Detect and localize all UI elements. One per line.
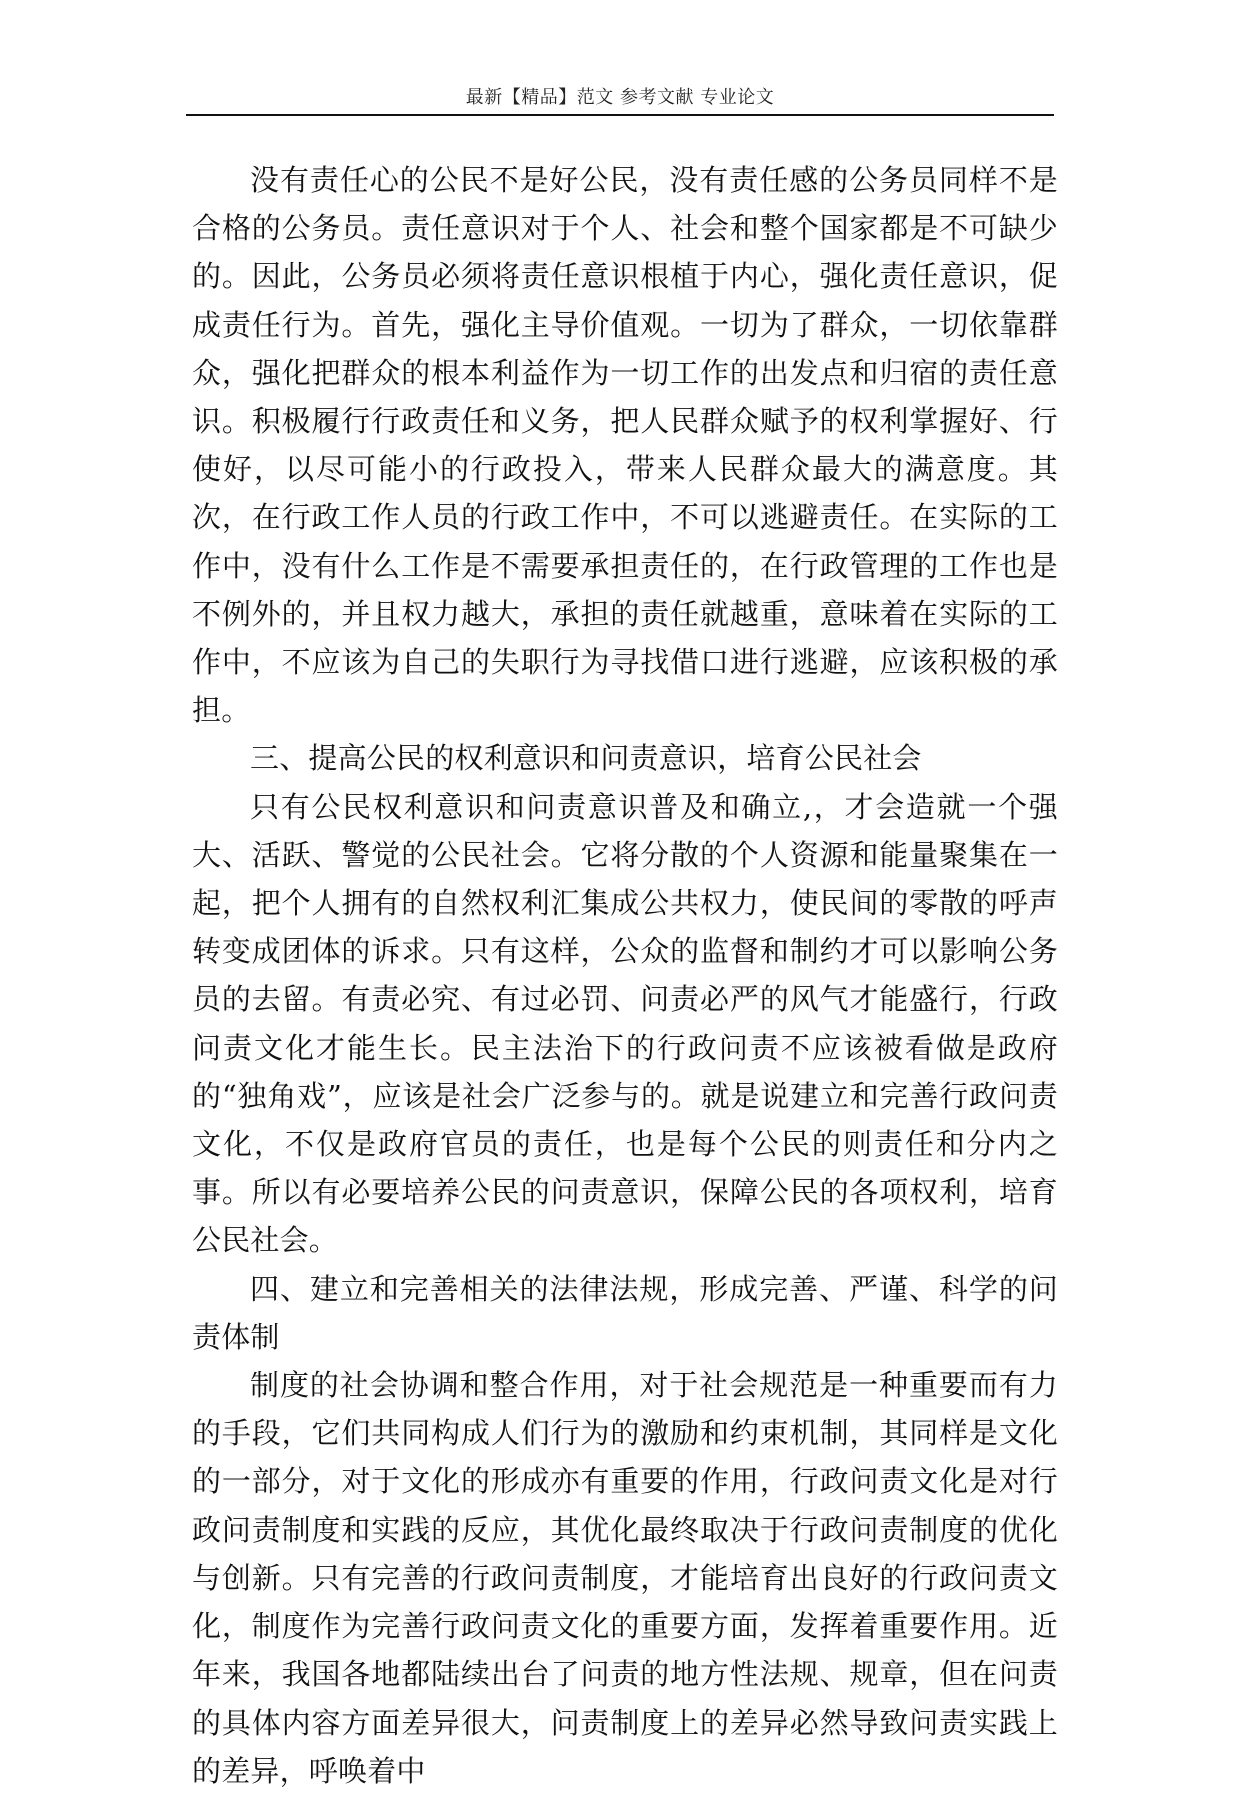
paragraph-responsibility: 没有责任心的公民不是好公民，没有责任感的公务员同样不是合格的公务员。责任意识对于个人、社会和整个国家都是不可缺少的。因此，公务员必须将责任意识根植于内心，强化责任意识，促成责任行为。首先，强化主导价值观。一切为了群众，一切依靠群众，强化把群众的根本利益作为一切工作的出发点和归宿的责任意识。积极履行行政责任和义务，把人民群众赋予的权利掌握好、行使好，以尽可能小的行政投入，带来人民群众最大的满意度。其次，在行政工作人员的行政工作中，不可以逃避责任。在实际的工作中，没有什么工作是不需要承担责任的，在行政管理的工作也是不例外的，并且权力越大，承担的责任就越重，意味着在实际的工作中，不应该为自己的失职行为寻找借口进行逃避，应该积极的承担。 [192, 163, 1058, 728]
section-heading-4: 四、建立和完善相关的法律法规，形成完善、严谨、科学的问责体制 [192, 1271, 1058, 1354]
section-heading-3: 三、提高公民的权利意识和问责意识，培育公民社会 [250, 741, 922, 776]
page-header: 最新【精品】范文 参考文献 专业论文 [465, 87, 775, 108]
header-divider [186, 114, 1054, 116]
paragraph-civil-society: 只有公民权利意识和问责意识普及和确立,，才会造就一个强大、活跃、警觉的公民社会。它将分散的个人资源和能量聚集在一起，把个人拥有的自然权利汇集成公共权力，使民间的零散的呼声转变成团体的诉求。只有这样，公众的监督和制约才可以影响公务员的去留。有责必究、有过必罚、问责必严的风气才能盛行，行政问责文化才能生长。民主法治下的行政问责不应该被看做是政府的“独角戏”，应该是社会广泛参与的。就是说建立和完善行政问责文化，不仅是政府官员的责任，也是每个公民的则责任和分内之事。所以有必要培养公民的问责意识，保障公民的各项权利，培育公民社会。 [192, 789, 1058, 1258]
paragraph-legal-system: 制度的社会协调和整合作用，对于社会规范是一种重要而有力的手段，它们共同构成人们行为的激励和约束机制，其同样是文化的一部分，对于文化的形成亦有重要的作用，行政问责文化是对行政问责制度和实践的反应，其优化最终取决于行政问责制度的优化与创新。只有完善的行政问责制度，才能培育出良好的行政问责文化，制度作为完善行政问责文化的重要方面，发挥着重要作用。近年来，我国各地都陆续出台了问责的地方性法规、规章，但在问责的具体内容方面差异很大，问责制度上的差异必然导致问责实践上的差异，呼唤着中 [192, 1368, 1058, 1788]
document-body [192, 156, 1058, 1795]
